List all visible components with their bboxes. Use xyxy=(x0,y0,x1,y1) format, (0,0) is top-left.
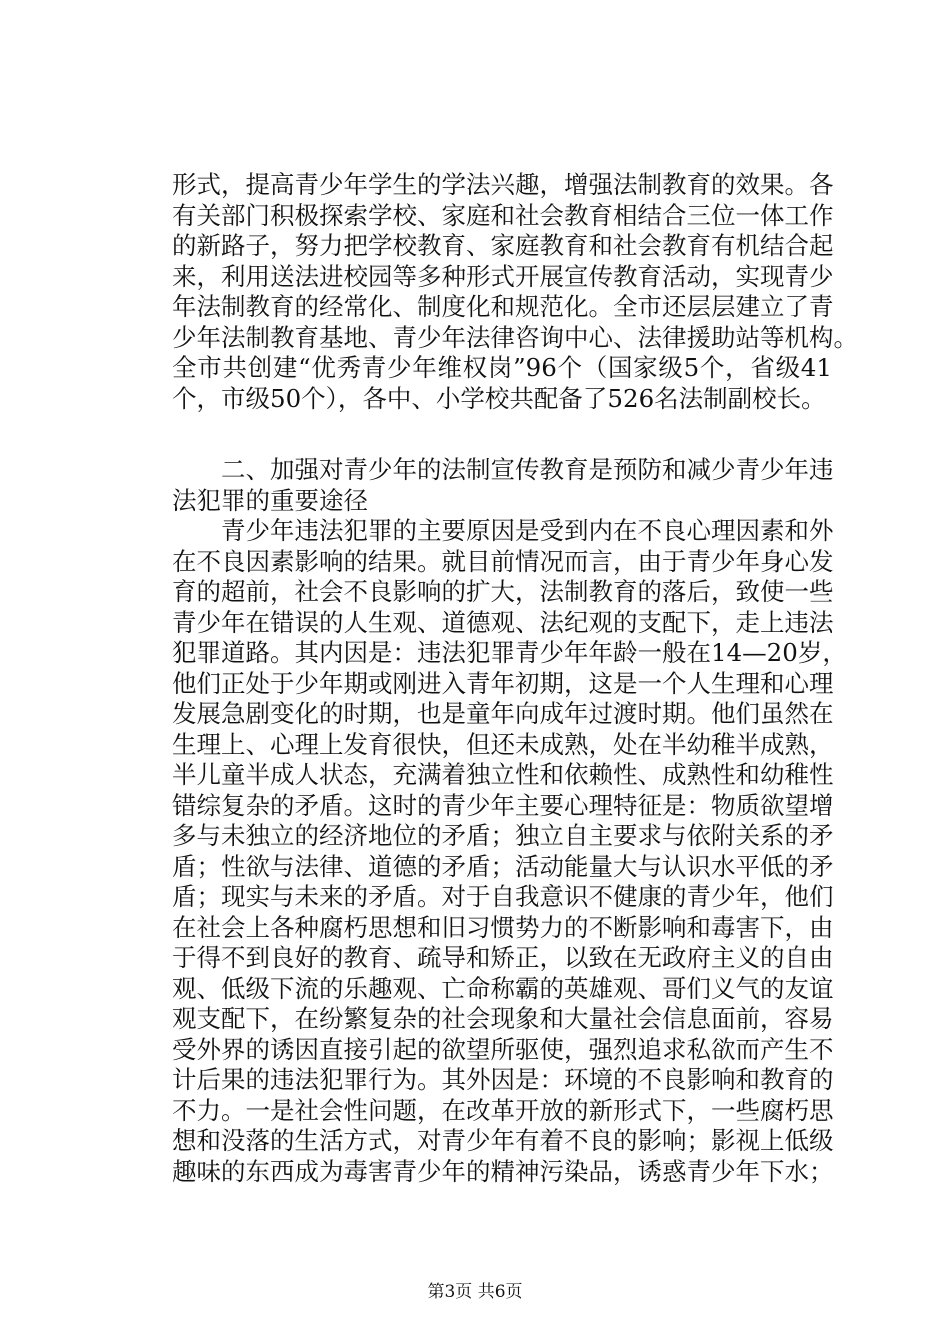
text-line: 在社会上各种腐朽思想和旧习惯势力的不断影响和毒害下，由 xyxy=(172,912,834,942)
text-line: 想和没落的生活方式，对青少年有着不良的影响；影视上低级 xyxy=(172,1126,834,1155)
text-line: 育的超前，社会不良影响的扩大，法制教育的落后，致使一些 xyxy=(172,577,834,606)
text-line: 青少年违法犯罪的主要原因是受到内在不良心理因素和外 xyxy=(221,516,834,545)
section-heading-two xyxy=(172,455,832,516)
text-line: 年法制教育的经常化、制度化和规范化。全市还层层建立了青 xyxy=(172,292,834,321)
page-number-footer: 第3页 共6页 xyxy=(427,1282,523,1302)
text-line: 于得不到良好的教育、疏导和矫正，以致在无政府主义的自由 xyxy=(172,943,834,972)
text-line: 犯罪道路。其内因是：违法犯罪青少年年龄一般在14—20岁， xyxy=(172,638,847,667)
paragraph-causes-of-youth-crime xyxy=(172,516,847,1187)
text-line: 受外界的诱因直接引起的欲望所驱使，强烈追求私欲而产生不 xyxy=(172,1034,834,1064)
text-line: 他们正处于少年期或刚进入青年初期，这是一个人生理和心理 xyxy=(172,668,834,698)
text-line: 发展急剧变化的时期，也是童年向成年过渡时期。他们虽然在 xyxy=(172,699,834,728)
text-line: 错综复杂的矛盾。这时的青少年主要心理特征是：物质欲望增 xyxy=(172,790,834,820)
text-line: 计后果的违法犯罪行为。其外因是：环境的不良影响和教育的 xyxy=(172,1065,834,1094)
text-line: 趣味的东西成为毒害青少年的精神污染品，诱惑青少年下水； xyxy=(172,1156,834,1186)
text-line: 盾；性欲与法律、道德的矛盾；活动能量大与认识水平低的矛 xyxy=(172,851,834,881)
text-line: 青少年在错误的人生观、道德观、法纪观的支配下，走上违法 xyxy=(172,607,834,637)
text-line: 的新路子，努力把学校教育、家庭教育和社会教育有机结合起 xyxy=(172,231,834,260)
text-line: 少年法制教育基地、青少年法律咨询中心、法律援助站等机构。 xyxy=(172,322,858,352)
text-line: 半儿童半成人状态，充满着独立性和依赖性、成熟性和幼稚性 xyxy=(172,760,834,789)
text-line: 生理上、心理上发育很快，但还未成熟，处在半幼稚半成熟， xyxy=(172,729,834,759)
text-line: 个，市级50个），各中、小学校共配备了526名法制副校长。 xyxy=(172,383,826,413)
text-line: 不力。一是社会性问题，在改革开放的新形式下，一些腐朽思 xyxy=(172,1095,834,1125)
text-line: 观支配下，在纷繁复杂的社会现象和大量社会信息面前，容易 xyxy=(172,1004,834,1033)
heading-line: 二、加强对青少年的法制宣传教育是预防和减少青少年违 xyxy=(221,455,834,484)
text-line: 观、低级下流的乐趣观、亡命称霸的英雄观、哥们义气的友谊 xyxy=(172,973,834,1003)
text-line: 来，利用送法进校园等多种形式开展宣传教育活动，实现青少 xyxy=(172,261,834,291)
text-line: 多与未独立的经济地位的矛盾；独立自主要求与依附关系的矛 xyxy=(172,821,834,850)
heading-line: 法犯罪的重要途径 xyxy=(172,485,368,515)
text-line: 形式，提高青少年学生的学法兴趣，增强法制教育的效果。各 xyxy=(172,170,834,199)
text-line: 盾；现实与未来的矛盾。对于自我意识不健康的青少年，他们 xyxy=(172,882,834,911)
text-line: 全市共创建“优秀青少年维权岗”96个（国家级5个，省级41 xyxy=(172,353,832,382)
text-line: 在不良因素影响的结果。就目前情况而言，由于青少年身心发 xyxy=(172,546,834,576)
text-line: 有关部门积极探索学校、家庭和社会教育相结合三位一体工作 xyxy=(172,200,834,230)
paragraph-youth-legal-education-results xyxy=(172,170,858,414)
